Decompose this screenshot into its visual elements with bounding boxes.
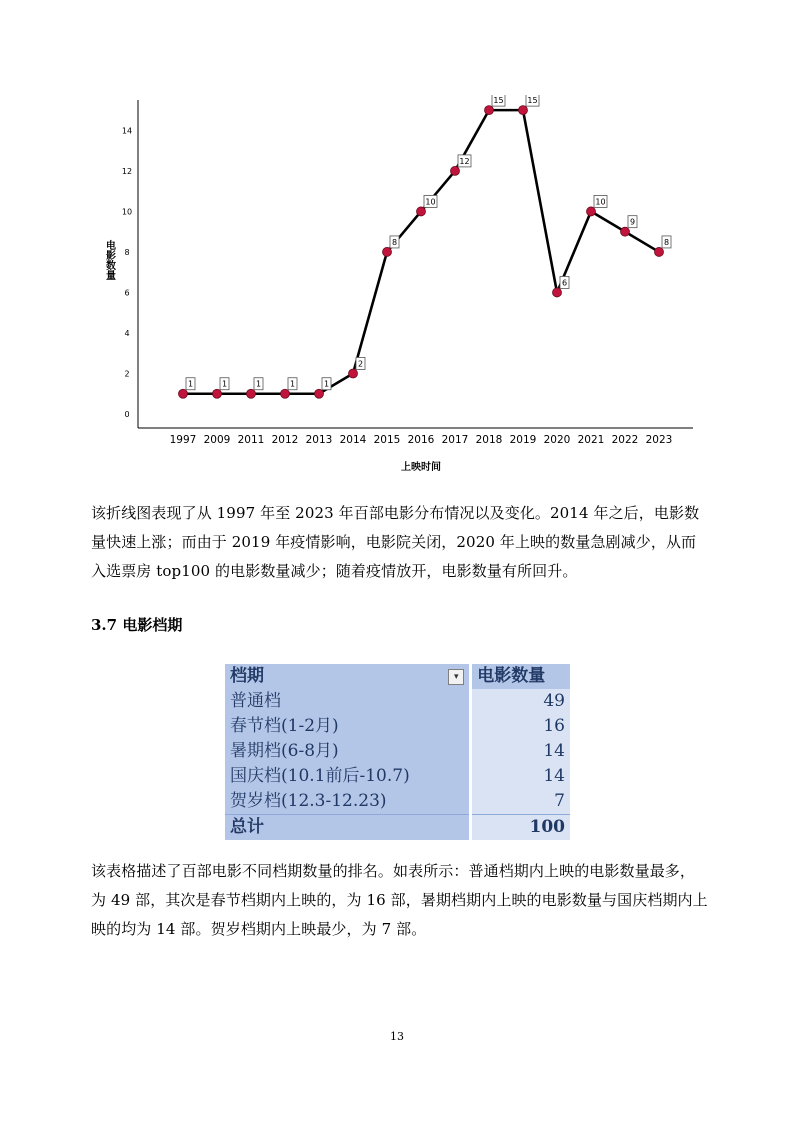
cell-count[interactable]: 14 [471,764,570,789]
section-heading: 3.7 电影档期 [91,616,183,634]
svg-text:1: 1 [255,379,262,389]
x-tick-label: 2011 [237,434,265,446]
x-tick-label: 2017 [441,434,469,446]
y-tick-label: 12 [121,166,133,176]
data-label [458,155,471,167]
data-point [383,247,392,256]
line-chart [95,95,705,485]
data-label [288,378,297,390]
data-point [213,389,222,398]
data-label [492,95,505,106]
y-tick-label: 14 [121,126,133,136]
cell-count[interactable]: 16 [471,714,570,739]
data-label [662,236,671,248]
table-row [225,789,570,815]
data-label [424,195,437,207]
svg-text:1: 1 [323,379,330,389]
data-label [356,357,365,369]
svg-text:10: 10 [425,197,436,207]
x-tick-label: 2009 [203,434,231,446]
svg-text:8: 8 [663,237,670,247]
x-tick-label: 2015 [373,434,401,446]
x-tick-label: 2018 [475,434,503,446]
x-tick-label: 1997 [169,434,197,446]
table-row [225,689,570,714]
y-tick-label: 4 [124,328,130,338]
cell-count[interactable]: 7 [471,789,570,815]
data-point [519,106,528,115]
x-tick-label: 2023 [645,434,673,446]
svg-text:12: 12 [459,156,470,166]
data-point [587,207,596,216]
data-point [247,389,256,398]
y-axis [122,100,138,428]
page-number: 13 [390,1030,404,1043]
table-total-row [225,815,570,841]
x-tick-label: 2019 [509,434,537,446]
data-label [560,276,569,288]
svg-text:2: 2 [357,359,364,369]
x-tick-label: 2013 [305,434,333,446]
x-tick-label: 2016 [407,434,435,446]
cell-period[interactable]: 普通档 [225,689,471,714]
data-point [621,227,630,236]
data-label [220,378,229,390]
x-tick-label: 2021 [577,434,605,446]
y-tick-label: 0 [124,410,130,419]
x-tick-label: 2014 [339,434,367,446]
table-row [225,739,570,764]
data-point [417,207,426,216]
data-label [254,378,263,390]
cell-period[interactable]: 国庆档(10.1前后-10.7) [225,764,471,789]
svg-text:10: 10 [595,197,606,207]
series [179,106,664,399]
table-header-row [225,664,570,689]
table-row [225,714,570,739]
paragraph-2: 该表格描述了百部电影不同档期数量的排名。如表所示：普通档期内上映的电影数量最多，为 49 部，其次是春节档期内上映的，为 16 部，暑期档期内上映的电影数量与国庆档期内上映的均为 14 部。贺岁档期内上映最少，为 7 部。 [91,862,708,938]
x-axis [138,428,693,446]
svg-text:1: 1 [187,379,194,389]
svg-text:6: 6 [561,278,568,288]
filter-icon[interactable]: ▾ [448,669,464,685]
y-tick-label: 8 [124,247,130,257]
svg-text:15: 15 [527,96,538,106]
x-tick-label: 2022 [611,434,639,446]
total-value[interactable]: 100 [471,815,570,841]
header-cell-period [225,664,471,689]
svg-text:1: 1 [289,379,296,389]
svg-text:1: 1 [221,379,228,389]
data-label [322,378,331,390]
svg-text:15: 15 [493,96,504,106]
data-point [349,369,358,378]
chart-description [91,499,709,586]
svg-text:8: 8 [391,237,398,247]
header-cell-count[interactable]: 电影数量 [471,664,570,689]
svg-text:9: 9 [629,217,636,227]
data-labels [186,95,671,390]
cell-period[interactable]: 暑期档(6-8月) [225,739,471,764]
pivot-table [225,664,570,840]
paragraph-1: 该折线图表现了从 1997 年至 2023 年百部电影分布情况以及变化。2014 年之后，电影数量快速上涨；而由于 2019 年疫情影响，电影院关闭，2020 年上映的数量急剧减少，从而入选票房 top100 的电影数量减少；随着疫情放开，电影数量有所回升。 [91,504,700,580]
cell-count[interactable]: 14 [471,739,570,764]
data-label [594,195,607,207]
y-tick-label: 6 [124,288,130,298]
y-tick-label: 2 [124,369,130,379]
data-point [281,389,290,398]
header-label-period: 档期 [230,666,264,686]
y-axis-label: 电影数量 [103,240,115,280]
x-tick-label: 2012 [271,434,299,446]
x-tick-label: 2020 [543,434,571,446]
data-point [451,166,460,175]
data-point [315,389,324,398]
total-label[interactable]: 总计 [225,815,471,841]
cell-period[interactable]: 春节档(1-2月) [225,714,471,739]
data-point [485,106,494,115]
cell-period[interactable]: 贺岁档(12.3-12.23) [225,789,471,815]
data-label [390,236,399,248]
series-line [183,110,659,394]
data-label [526,95,539,106]
data-point [179,389,188,398]
data-label [186,378,195,390]
data-label [628,216,637,228]
y-tick-label: 10 [121,207,133,217]
table-description [91,857,709,944]
x-axis-label: 上映时间 [401,462,441,473]
cell-count[interactable]: 49 [471,689,570,714]
data-point [553,288,562,297]
table-row [225,764,570,789]
data-point [655,247,664,256]
